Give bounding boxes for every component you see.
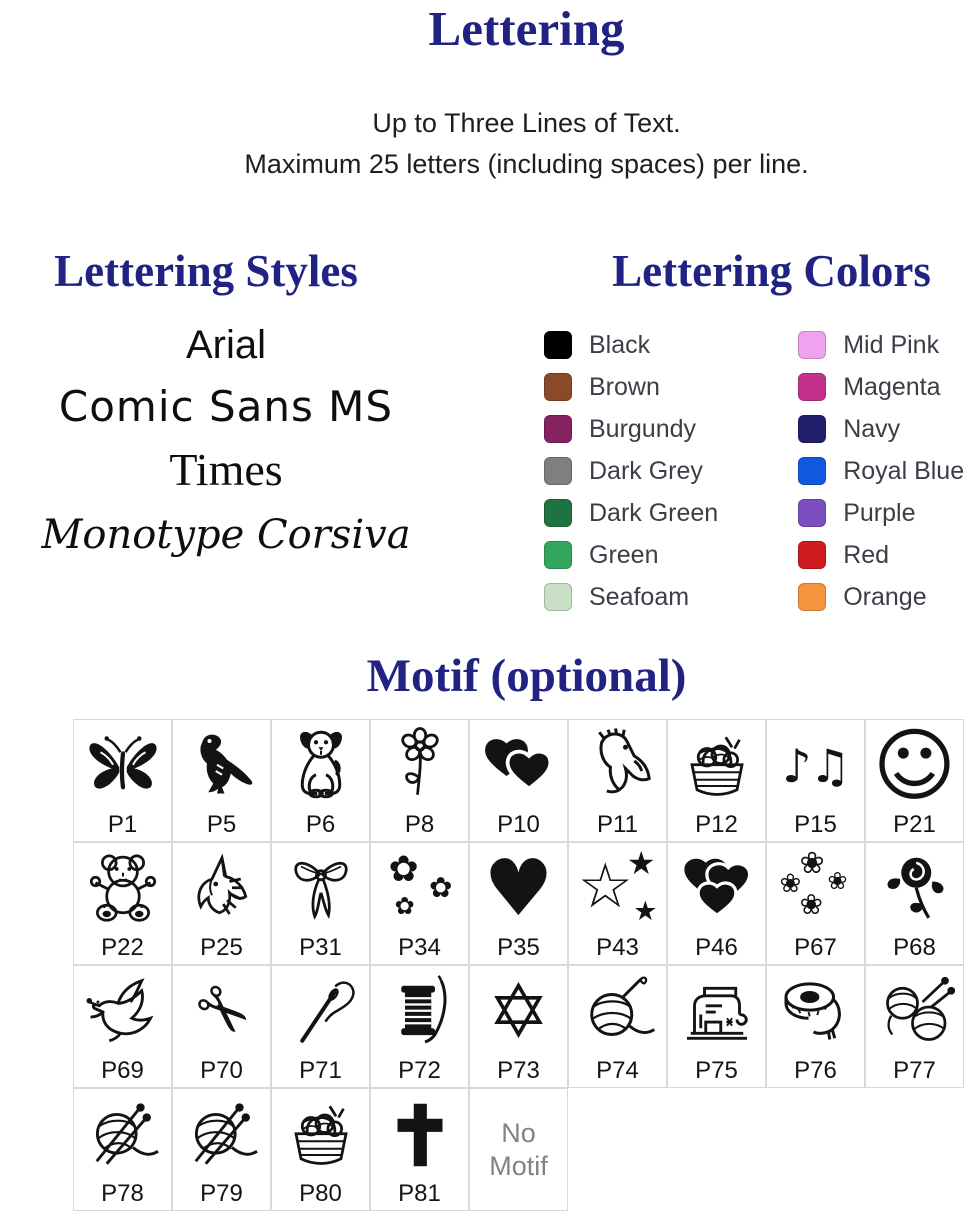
color-swatch xyxy=(798,541,826,569)
motif-option-p73[interactable] xyxy=(469,965,568,1088)
motif-code: P76 xyxy=(794,1057,837,1085)
color-name: Green xyxy=(589,540,659,569)
no-motif-label: No Motif xyxy=(489,1117,548,1181)
motif-code: P6 xyxy=(305,811,336,839)
motif-code: P67 xyxy=(794,934,837,962)
motif-code: P5 xyxy=(206,811,237,839)
yarn-balls-icon xyxy=(866,966,963,1057)
yarn-needles-icon xyxy=(173,1089,270,1180)
color-name: Magenta xyxy=(843,372,941,401)
color-option-brown[interactable] xyxy=(544,373,718,401)
motif-option-p10[interactable] xyxy=(469,719,568,842)
motif-option-p12[interactable] xyxy=(667,719,766,842)
color-column xyxy=(544,331,718,611)
bouquet-icon: ❀ ❀ ❀ ❀ xyxy=(779,845,848,921)
motif-code: P15 xyxy=(794,811,837,839)
color-option-black[interactable] xyxy=(544,331,718,359)
butterfly-icon xyxy=(74,720,171,811)
motif-code: P80 xyxy=(299,1180,342,1208)
thread-spool-icon xyxy=(371,966,468,1057)
lettering-styles-section xyxy=(0,245,452,611)
color-swatch xyxy=(544,541,572,569)
lettering-styles-heading: Lettering Styles xyxy=(54,246,358,297)
cross-icon xyxy=(371,1089,468,1180)
motif-code: P74 xyxy=(596,1057,639,1085)
color-option-red[interactable] xyxy=(798,541,964,569)
motif-code: P31 xyxy=(299,934,342,962)
font-sample-comic-sans-ms: Comic Sans MS xyxy=(58,382,394,432)
motif-code: P22 xyxy=(101,934,144,962)
motif-code: P46 xyxy=(695,934,738,962)
font-sample-list xyxy=(0,323,452,558)
motif-code: P69 xyxy=(101,1057,144,1085)
yarn-basket-icon xyxy=(272,1089,369,1180)
font-sample-monotype-corsiva: Monotype Corsiva xyxy=(41,512,411,559)
motif-option-p11[interactable] xyxy=(568,719,667,842)
yarn-ball-icon xyxy=(569,966,666,1057)
motif-option-p6[interactable] xyxy=(271,719,370,842)
color-swatch xyxy=(798,373,826,401)
color-name: Dark Green xyxy=(589,498,719,527)
motif-code: P8 xyxy=(404,811,435,839)
motif-code: P70 xyxy=(200,1057,243,1085)
color-swatch xyxy=(544,373,572,401)
rose-icon xyxy=(866,843,963,934)
motif-option-p5[interactable] xyxy=(172,719,271,842)
motif-code: P21 xyxy=(893,811,936,839)
motif-option-p77[interactable] xyxy=(865,965,964,1088)
color-name: Red xyxy=(843,540,890,569)
stars-icon: ☆ ★ ★ xyxy=(577,843,658,927)
motif-code: P78 xyxy=(101,1180,144,1208)
dinosaur-icon xyxy=(173,720,270,811)
triple-heart-icon xyxy=(668,843,765,934)
color-swatch xyxy=(798,499,826,527)
motif-option-p81[interactable] xyxy=(370,1088,469,1211)
motif-option-p79[interactable] xyxy=(172,1088,271,1211)
motif-code: P1 xyxy=(107,811,138,839)
color-option-burgundy[interactable] xyxy=(544,415,718,443)
motif-heading: Motif (optional) xyxy=(366,650,687,703)
color-name: Dark Grey xyxy=(589,456,703,485)
motif-option-p15[interactable] xyxy=(766,719,865,842)
motif-option-p22[interactable] xyxy=(73,842,172,965)
color-option-mid-pink[interactable] xyxy=(798,331,964,359)
color-option-dark-green[interactable] xyxy=(544,499,718,527)
unicorn-icon xyxy=(173,843,270,934)
color-name: Brown xyxy=(589,372,660,401)
motif-code: P75 xyxy=(695,1057,738,1085)
heart-icon: ♥ xyxy=(483,843,554,934)
lettering-colors-section xyxy=(452,245,973,611)
subtitle-line-1: Up to Three Lines of Text. xyxy=(372,108,681,139)
motif-code: P12 xyxy=(695,811,738,839)
motif-code: P81 xyxy=(398,1180,441,1208)
motif-option-p43[interactable] xyxy=(568,842,667,965)
motif-option-p69[interactable] xyxy=(73,965,172,1088)
music-notes-icon: ♪♫ xyxy=(782,738,849,793)
motif-code: P73 xyxy=(497,1057,540,1085)
motif-code: P43 xyxy=(596,934,639,962)
flowers-icon: ✿ ✿ ✿ xyxy=(388,848,453,920)
motif-code: P77 xyxy=(893,1057,936,1085)
motif-option-p70[interactable] xyxy=(172,965,271,1088)
color-swatch xyxy=(798,583,826,611)
motif-code: P71 xyxy=(299,1057,342,1085)
motif-option-p72[interactable] xyxy=(370,965,469,1088)
color-swatch xyxy=(544,457,572,485)
options-columns xyxy=(0,245,973,611)
color-name: Burgundy xyxy=(589,414,697,443)
motif-option-p74[interactable] xyxy=(568,965,667,1088)
color-name: Royal Blue xyxy=(843,456,965,485)
motif-option-p21[interactable] xyxy=(865,719,964,842)
color-swatch xyxy=(544,499,572,527)
motif-option-p80[interactable] xyxy=(271,1088,370,1211)
motif-code: P34 xyxy=(398,934,441,962)
double-heart-icon xyxy=(470,720,567,811)
motif-grid xyxy=(73,719,973,1211)
teddy-bear-icon xyxy=(74,843,171,934)
motif-code: P25 xyxy=(200,934,243,962)
color-option-navy[interactable] xyxy=(798,415,964,443)
motif-code: P72 xyxy=(398,1057,441,1085)
dove-icon xyxy=(74,966,171,1057)
color-name: Navy xyxy=(843,414,901,443)
color-name: Mid Pink xyxy=(843,330,940,359)
motif-code: P79 xyxy=(200,1180,243,1208)
motif-option-p75[interactable] xyxy=(667,965,766,1088)
color-name: Orange xyxy=(843,582,927,611)
color-swatch xyxy=(798,457,826,485)
motif-code: P68 xyxy=(893,934,936,962)
color-name: Black xyxy=(589,330,651,359)
motif-option-p25[interactable] xyxy=(172,842,271,965)
subtitle-line-2: Maximum 25 letters (including spaces) per line. xyxy=(244,149,809,180)
motif-option-no-motif[interactable] xyxy=(469,1088,568,1211)
motif-option-p35[interactable] xyxy=(469,842,568,965)
font-sample-times: Times xyxy=(169,444,283,496)
color-option-seafoam[interactable] xyxy=(544,583,718,611)
horse-icon xyxy=(569,720,666,811)
motif-option-p31[interactable] xyxy=(271,842,370,965)
color-swatch xyxy=(798,331,826,359)
color-swatch xyxy=(544,415,572,443)
flower-icon xyxy=(371,720,468,811)
color-list xyxy=(544,331,973,611)
page-title: Lettering xyxy=(428,1,625,56)
tape-measure-icon xyxy=(767,966,864,1057)
sewing-machine-icon xyxy=(668,966,765,1057)
motif-option-p34[interactable] xyxy=(370,842,469,965)
font-sample-arial: Arial xyxy=(185,323,267,368)
motif-code: P11 xyxy=(597,811,638,839)
motif-code: P35 xyxy=(497,934,540,962)
motif-option-p46[interactable] xyxy=(667,842,766,965)
color-option-green[interactable] xyxy=(544,541,718,569)
header xyxy=(0,0,973,185)
yarn-needles-icon xyxy=(74,1089,171,1180)
color-swatch xyxy=(544,583,572,611)
dog-icon xyxy=(272,720,369,811)
color-option-dark-grey[interactable] xyxy=(544,457,718,485)
motif-option-p71[interactable] xyxy=(271,965,370,1088)
motif-option-p67[interactable] xyxy=(766,842,865,965)
star-of-david-icon: ✡ xyxy=(487,968,550,1055)
color-option-royal-blue[interactable] xyxy=(798,457,964,485)
motif-section xyxy=(0,649,973,1211)
scissors-icon: ✂ xyxy=(176,966,267,1058)
motif-code: P10 xyxy=(497,811,540,839)
color-column xyxy=(798,331,964,611)
color-option-purple[interactable] xyxy=(798,499,964,527)
smiley-icon: ☺ xyxy=(872,720,957,812)
color-option-orange[interactable] xyxy=(798,583,964,611)
color-swatch xyxy=(798,415,826,443)
lettering-colors-heading: Lettering Colors xyxy=(612,246,931,297)
motif-option-p1[interactable] xyxy=(73,719,172,842)
color-name: Purple xyxy=(843,498,916,527)
needle-icon xyxy=(272,966,369,1057)
motif-option-p76[interactable] xyxy=(766,965,865,1088)
motif-option-p8[interactable] xyxy=(370,719,469,842)
motif-option-p68[interactable] xyxy=(865,842,964,965)
bow-icon xyxy=(272,843,369,934)
color-swatch xyxy=(544,331,572,359)
color-option-magenta[interactable] xyxy=(798,373,964,401)
motif-option-p78[interactable] xyxy=(73,1088,172,1211)
color-name: Seafoam xyxy=(589,582,690,611)
yarn-basket-icon xyxy=(668,720,765,811)
